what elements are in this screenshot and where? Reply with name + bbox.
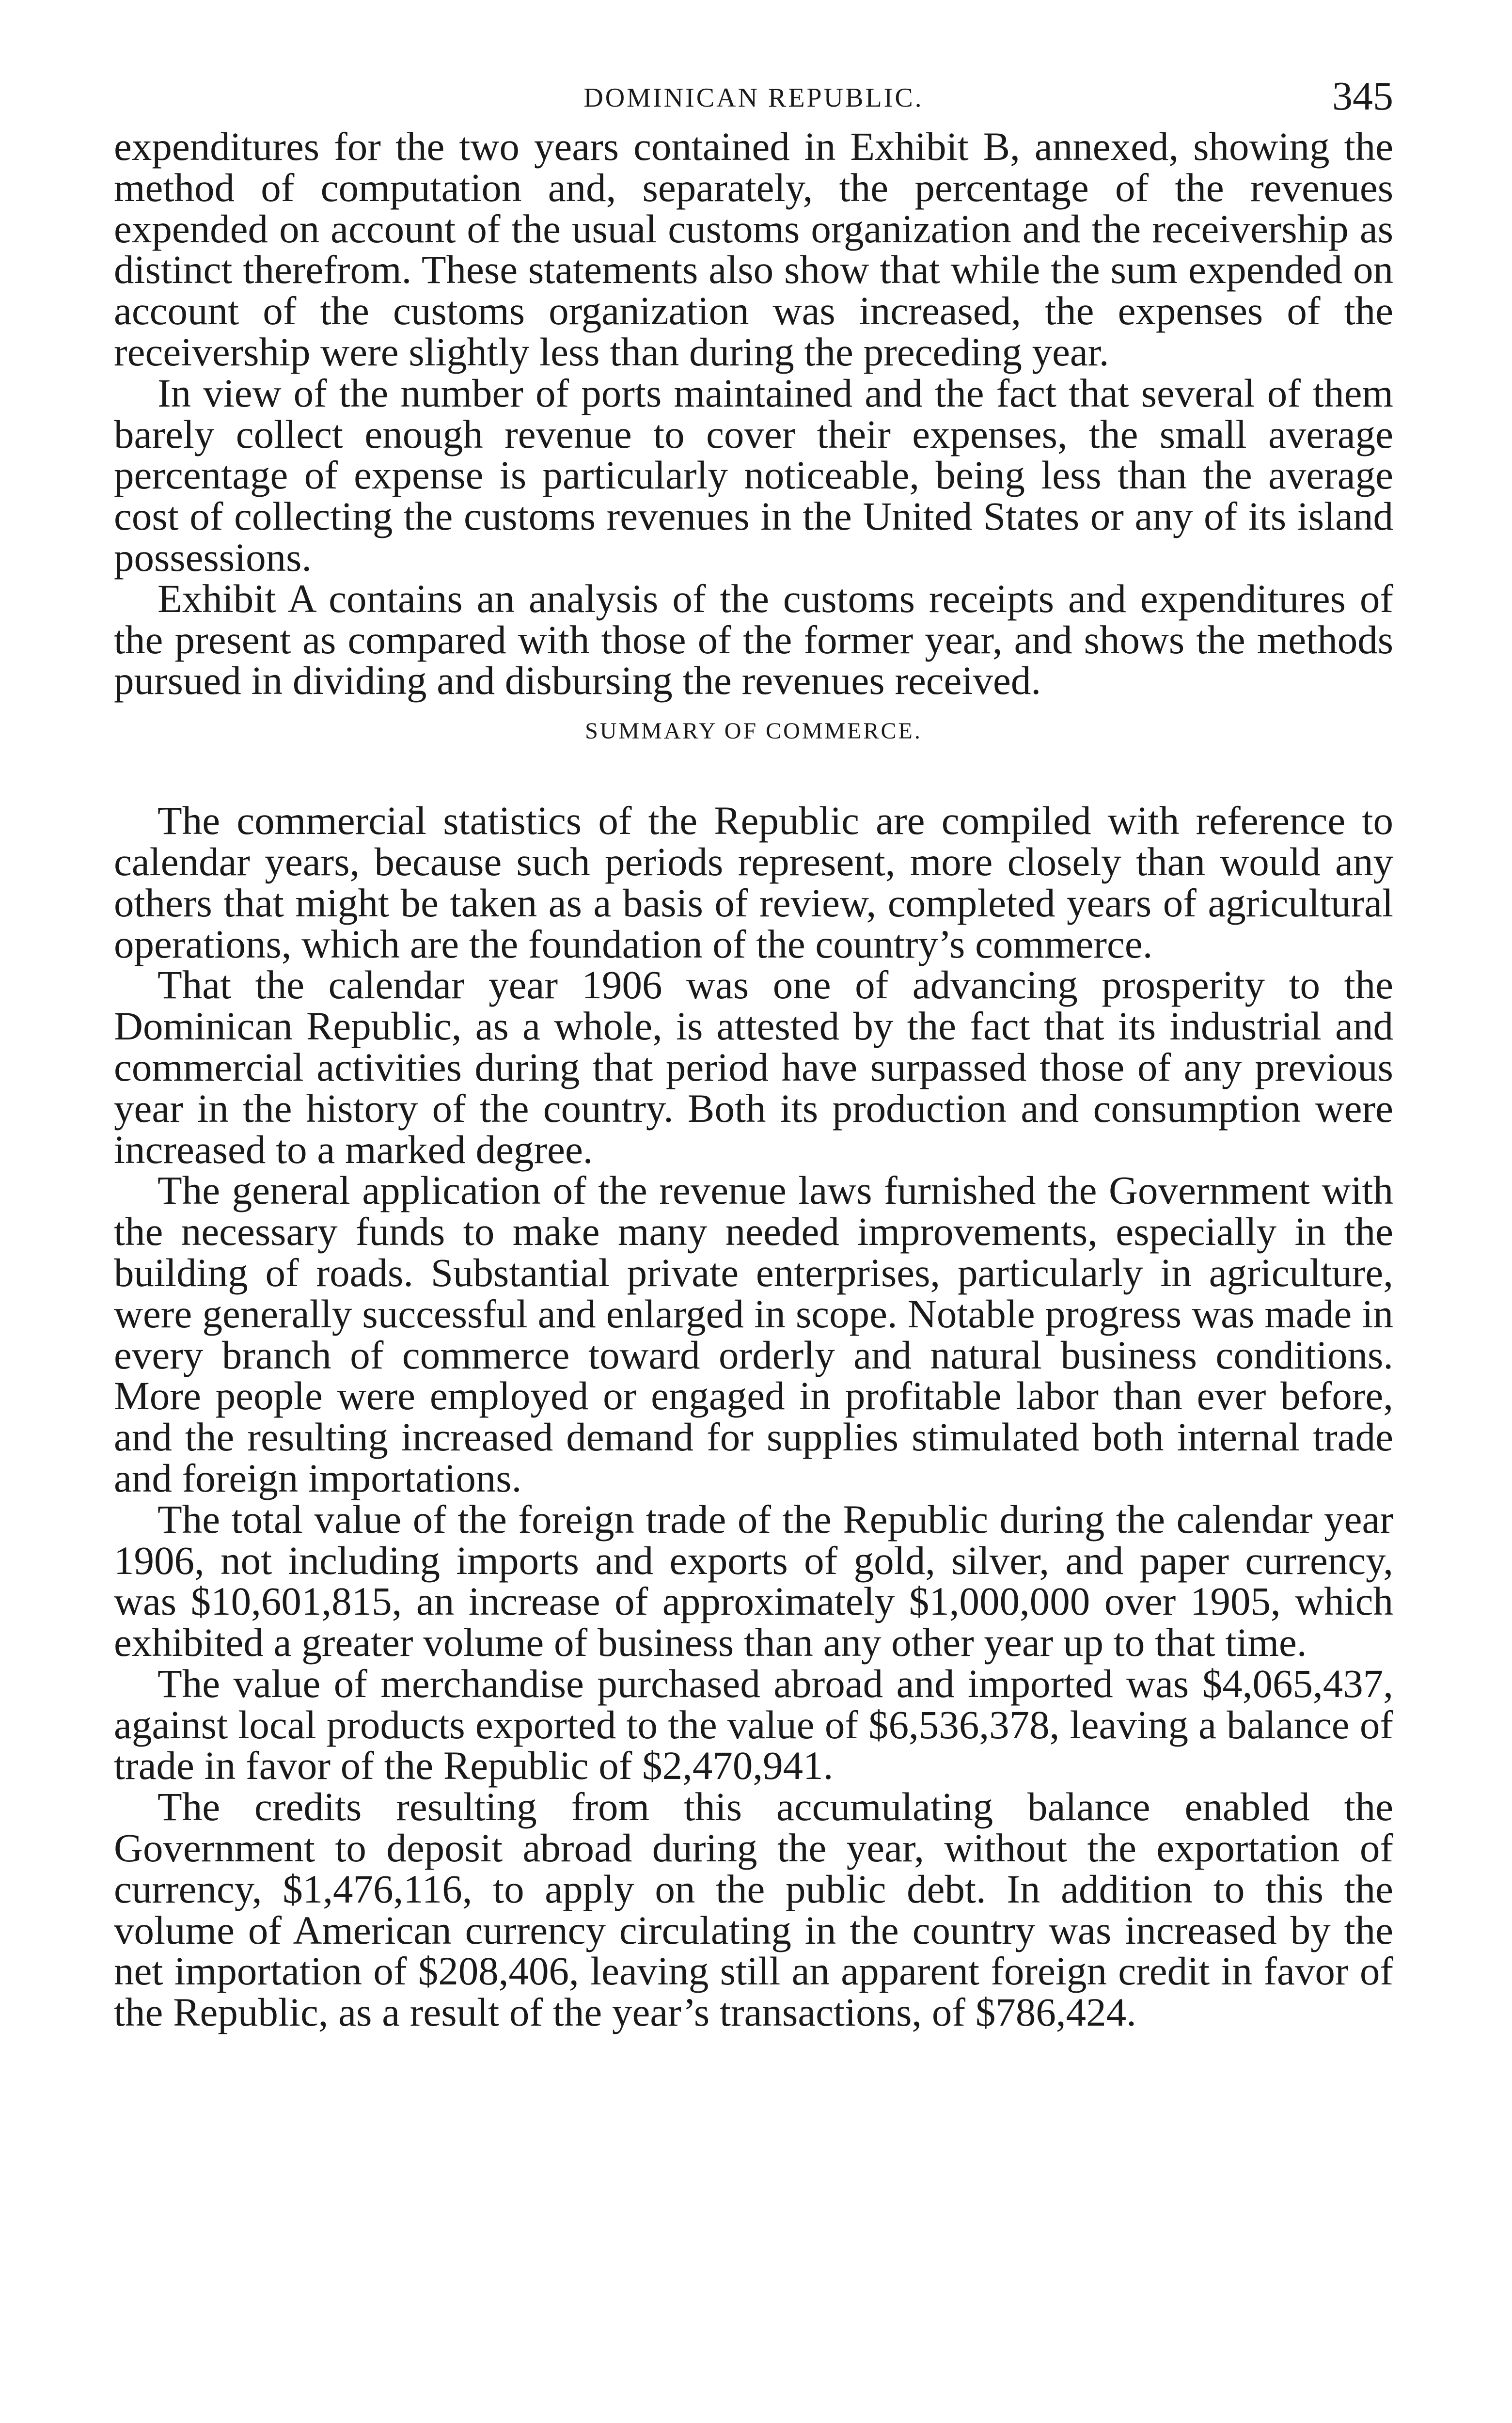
- paragraph-ports: In view of the number of ports maintained and the fact that several of them barely collect enough revenue to cover their expenses, the small average percentage of expense is particularly noticeable, being less than the average cost of collecting the customs revenues in the United States or any of its island possessions.: [114, 370, 1393, 580]
- paragraph-expenditures: expenditures for the two years contained in Exhibit B, annexed, showing the method of computation and, separately, the percentage of the revenues expended on account of the usual customs organization and the receivership as distinct therefrom. These statements also show that while the sum expended on account of the customs organization was increased, the expenses of the receivership were slightly less than during the preceding year.: [114, 124, 1393, 374]
- paragraph-credits: The credits resulting from this accumulating balance enabled the Government to deposit abroad during the year, without the exportation of currency, $1,476,116, to apply on the public debt. In addition to this the volume of American currency circulating in the country was increased by the net importation of $208,406, leaving still an apparent foreign credit in favor of the Republic, as a result of the year’s transactions, of $786,424.: [114, 1784, 1393, 2035]
- section-heading: SUMMARY OF COMMERCE.: [585, 718, 922, 744]
- page-header: [114, 73, 1393, 126]
- paragraph-commercial-statistics: The commercial statistics of the Republic are compiled with reference to calendar years, because such periods represent, more closely than would any others that might be taken as a basis of review, completed years of agricultural operations, which are the foundation of the country’s commerce.: [114, 798, 1393, 966]
- running-head: DOMINICAN REPUBLIC.: [583, 83, 924, 113]
- paragraph-prosperity: That the calendar year 1906 was one of advancing prosperity to the Dominican Republic, as a whole, is attested by the fact that its industrial and commercial activities during that period have surpassed those of any previous year in the history of the country. Both its production and consumption were increased to a marked degree.: [114, 962, 1393, 1172]
- paragraph-revenue-laws: The general application of the revenue laws furnished the Government with the necessary funds to make many needed improvements, especially in the building of roads. Substantial private enterprises, particularly in agriculture, were generally successful and enlarged in scope. Notable progress was made in every branch of commerce toward orderly and natural business conditions. More people were employed or engaged in profitable labor than ever before, and the resulting increased demand for supplies stimulated both internal trade and foreign importations.: [114, 1168, 1393, 1500]
- body-text: [114, 126, 1393, 2033]
- paragraph-exhibit-a: Exhibit A contains an analysis of the customs receipts and expenditures of the present as compared with those of the former year, and shows the methods pursued in dividing and disbursing the revenues received.: [114, 576, 1393, 703]
- paragraph-foreign-trade: The total value of the foreign trade of the Republic during the calendar year 1906, not including imports and exports of gold, silver, and paper currency, was $10,601,815, an increase of approximately $1,000,000 over 1905, which exhibited a greater volume of business than any other year up to that time.: [114, 1496, 1393, 1665]
- page-number: 345: [1332, 74, 1393, 119]
- document-page: [114, 73, 1393, 2423]
- paragraph-merchandise: The value of merchandise purchased abroad and imported was $4,065,437, against local products exported to the value of $6,536,378, leaving a balance of trade in favor of the Republic of $2,470,941.: [114, 1661, 1393, 1788]
